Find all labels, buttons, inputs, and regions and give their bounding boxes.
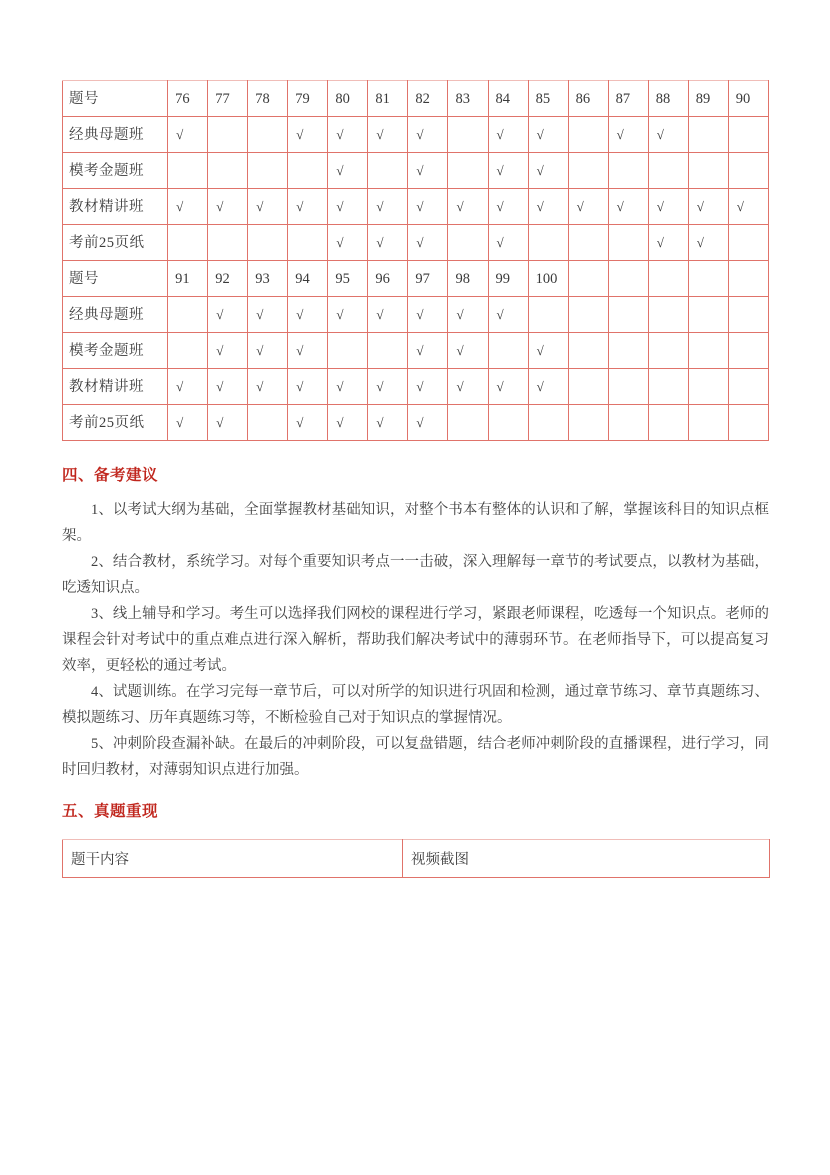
section-heading-real-questions: 五、真题重现 (62, 803, 159, 820)
row-label: 考前25页纸 (63, 405, 168, 441)
check-mark-cell: √ (248, 369, 288, 405)
empty-cell (168, 297, 208, 333)
spacer (62, 485, 769, 497)
advice-paragraph-3: 3、线上辅导和学习。考生可以选择我们网校的课程进行学习，紧跟老师课程，吃透每一个知识点。老师的课程会针对考试中的重点难点进行深入解析，帮助我们解决考试中的薄弱环节。在老师指导下，可以提高复习效率，更轻松的通过考试。 (62, 606, 769, 674)
check-mark-cell: √ (248, 189, 288, 225)
empty-cell (648, 333, 688, 369)
empty-cell (728, 369, 768, 405)
check-mark-cell: √ (288, 369, 328, 405)
check-mark-cell: √ (728, 189, 768, 225)
table-row-header-1 (63, 81, 769, 117)
empty-cell (728, 225, 768, 261)
check-mark-cell: √ (408, 333, 448, 369)
empty-cell (688, 297, 728, 333)
spacer (62, 821, 769, 839)
check-mark-cell: √ (168, 405, 208, 441)
check-mark-cell: √ (488, 117, 528, 153)
row-label: 模考金题班 (63, 333, 168, 369)
real-question-table (62, 839, 770, 878)
spacer (62, 441, 769, 463)
empty-cell (648, 297, 688, 333)
check-mark-cell: √ (528, 333, 568, 369)
check-mark-cell: √ (368, 405, 408, 441)
empty-cell (368, 333, 408, 369)
check-mark-cell: √ (328, 405, 368, 441)
empty-cell (648, 405, 688, 441)
empty-cell (728, 153, 768, 189)
check-mark-cell: √ (168, 117, 208, 153)
question-coverage-table (62, 80, 769, 441)
check-mark-cell: √ (688, 189, 728, 225)
empty-cell (168, 225, 208, 261)
page-content (62, 80, 769, 878)
check-mark-cell: √ (448, 333, 488, 369)
col-header-cell (728, 261, 768, 297)
spacer (62, 783, 769, 799)
empty-cell (448, 153, 488, 189)
check-mark-cell: √ (368, 117, 408, 153)
check-mark-cell: √ (248, 333, 288, 369)
empty-cell (528, 225, 568, 261)
coverage-table-body (63, 81, 769, 441)
table-row (63, 297, 769, 333)
col-header-cell: 87 (608, 81, 648, 117)
empty-cell (568, 117, 608, 153)
check-mark-cell: √ (408, 117, 448, 153)
check-mark-cell: √ (368, 189, 408, 225)
empty-cell (208, 153, 248, 189)
check-mark-cell: √ (288, 189, 328, 225)
table-row (63, 333, 769, 369)
check-mark-cell: √ (528, 189, 568, 225)
col-header-cell: 76 (168, 81, 208, 117)
table-row (63, 153, 769, 189)
empty-cell (208, 117, 248, 153)
table-row (63, 117, 769, 153)
row-label: 教材精讲班 (63, 189, 168, 225)
col-header-cell: 92 (208, 261, 248, 297)
col-header-cell (568, 261, 608, 297)
empty-cell (248, 225, 288, 261)
empty-cell (728, 297, 768, 333)
check-mark-cell: √ (328, 153, 368, 189)
col-header-cell: 84 (488, 81, 528, 117)
check-mark-cell: √ (208, 405, 248, 441)
empty-cell (688, 405, 728, 441)
col-header-cell: 96 (368, 261, 408, 297)
col-header-cell: 94 (288, 261, 328, 297)
check-mark-cell: √ (528, 369, 568, 405)
check-mark-cell: √ (368, 297, 408, 333)
check-mark-cell: √ (288, 297, 328, 333)
col-header-cell: 98 (448, 261, 488, 297)
col-header-cell (648, 261, 688, 297)
check-mark-cell: √ (168, 189, 208, 225)
empty-cell (648, 369, 688, 405)
real-question-table-body (63, 840, 770, 878)
empty-cell (688, 333, 728, 369)
row-label: 考前25页纸 (63, 225, 168, 261)
table-row (63, 189, 769, 225)
check-mark-cell: √ (568, 189, 608, 225)
empty-cell (288, 153, 328, 189)
empty-cell (288, 225, 328, 261)
check-mark-cell: √ (488, 369, 528, 405)
empty-cell (728, 117, 768, 153)
check-mark-cell: √ (488, 153, 528, 189)
empty-cell (568, 225, 608, 261)
col-header-cell: 78 (248, 81, 288, 117)
check-mark-cell: √ (648, 117, 688, 153)
empty-cell (608, 225, 648, 261)
col-header-cell: 77 (208, 81, 248, 117)
row-label: 教材精讲班 (63, 369, 168, 405)
check-mark-cell: √ (408, 225, 448, 261)
row-label-question-number-1: 题号 (63, 81, 168, 117)
check-mark-cell: √ (448, 297, 488, 333)
empty-cell (568, 153, 608, 189)
empty-cell (608, 153, 648, 189)
row-label: 经典母题班 (63, 297, 168, 333)
empty-cell (608, 369, 648, 405)
empty-cell (488, 405, 528, 441)
empty-cell (688, 369, 728, 405)
advice-paragraph-1: 1、以考试大纲为基础，全面掌握教材基础知识，对整个书本有整体的认识和了解，掌握该科目的知识点框架。 (62, 502, 769, 544)
check-mark-cell: √ (168, 369, 208, 405)
empty-cell (568, 297, 608, 333)
check-mark-cell: √ (248, 297, 288, 333)
section-heading-exam-advice: 四、备考建议 (62, 467, 159, 484)
col-header-cell: 99 (488, 261, 528, 297)
col-header-cell: 100 (528, 261, 568, 297)
col-header-cell (688, 261, 728, 297)
empty-cell (728, 333, 768, 369)
check-mark-cell: √ (488, 189, 528, 225)
check-mark-cell: √ (208, 369, 248, 405)
col-header-cell: 90 (728, 81, 768, 117)
table-row (63, 369, 769, 405)
check-mark-cell: √ (208, 189, 248, 225)
col-header-cell (608, 261, 648, 297)
empty-cell (568, 405, 608, 441)
table-row (63, 840, 770, 878)
row-label: 经典母题班 (63, 117, 168, 153)
empty-cell (608, 297, 648, 333)
empty-cell (688, 117, 728, 153)
check-mark-cell: √ (528, 153, 568, 189)
empty-cell (448, 117, 488, 153)
empty-cell (168, 153, 208, 189)
col-header-cell: 80 (328, 81, 368, 117)
check-mark-cell: √ (288, 117, 328, 153)
empty-cell (608, 405, 648, 441)
col-header-cell: 86 (568, 81, 608, 117)
col-header-cell: 81 (368, 81, 408, 117)
empty-cell (368, 153, 408, 189)
video-screenshot-header: 视频截图 (403, 840, 770, 878)
empty-cell (648, 153, 688, 189)
table-row (63, 405, 769, 441)
check-mark-cell: √ (408, 369, 448, 405)
check-mark-cell: √ (608, 117, 648, 153)
empty-cell (528, 297, 568, 333)
empty-cell (608, 333, 648, 369)
empty-cell (568, 333, 608, 369)
empty-cell (248, 153, 288, 189)
row-label-question-number-2: 题号 (63, 261, 168, 297)
check-mark-cell: √ (408, 297, 448, 333)
check-mark-cell: √ (408, 405, 448, 441)
check-mark-cell: √ (368, 369, 408, 405)
check-mark-cell: √ (688, 225, 728, 261)
col-header-cell: 83 (448, 81, 488, 117)
advice-paragraph-2: 2、结合教材，系统学习。对每个重要知识考点一一击破，深入理解每一章节的考试要点，以教材为基础，吃透知识点。 (62, 554, 769, 596)
col-header-cell: 93 (248, 261, 288, 297)
col-header-cell: 82 (408, 81, 448, 117)
empty-cell (448, 225, 488, 261)
check-mark-cell: √ (328, 225, 368, 261)
question-stem-header: 题干内容 (63, 840, 403, 878)
empty-cell (248, 405, 288, 441)
check-mark-cell: √ (288, 405, 328, 441)
check-mark-cell: √ (328, 369, 368, 405)
empty-cell (568, 369, 608, 405)
empty-cell (248, 117, 288, 153)
col-header-cell: 95 (328, 261, 368, 297)
advice-paragraph-5: 5、冲刺阶段查漏补缺。在最后的冲刺阶段，可以复盘错题，结合老师冲刺阶段的直播课程，进行学习，同时回归教材，对薄弱知识点进行加强。 (62, 736, 769, 778)
empty-cell (528, 405, 568, 441)
check-mark-cell: √ (328, 117, 368, 153)
col-header-cell: 88 (648, 81, 688, 117)
check-mark-cell: √ (408, 189, 448, 225)
check-mark-cell: √ (648, 189, 688, 225)
empty-cell (208, 225, 248, 261)
empty-cell (448, 405, 488, 441)
check-mark-cell: √ (448, 189, 488, 225)
advice-paragraph-4: 4、试题训练。在学习完每一章节后，可以对所学的知识进行巩固和检测，通过章节练习、章节真题练习、模拟题练习、历年真题练习等，不断检验自己对于知识点的掌握情况。 (62, 684, 769, 726)
check-mark-cell: √ (608, 189, 648, 225)
check-mark-cell: √ (488, 225, 528, 261)
check-mark-cell: √ (288, 333, 328, 369)
check-mark-cell: √ (448, 369, 488, 405)
col-header-cell: 97 (408, 261, 448, 297)
check-mark-cell: √ (328, 189, 368, 225)
empty-cell (688, 153, 728, 189)
empty-cell (328, 333, 368, 369)
check-mark-cell: √ (408, 153, 448, 189)
check-mark-cell: √ (368, 225, 408, 261)
check-mark-cell: √ (488, 297, 528, 333)
table-row-header-2 (63, 261, 769, 297)
check-mark-cell: √ (328, 297, 368, 333)
check-mark-cell: √ (648, 225, 688, 261)
check-mark-cell: √ (528, 117, 568, 153)
table-row (63, 225, 769, 261)
row-label: 模考金题班 (63, 153, 168, 189)
check-mark-cell: √ (208, 333, 248, 369)
col-header-cell: 89 (688, 81, 728, 117)
col-header-cell: 91 (168, 261, 208, 297)
check-mark-cell: √ (208, 297, 248, 333)
col-header-cell: 79 (288, 81, 328, 117)
col-header-cell: 85 (528, 81, 568, 117)
empty-cell (488, 333, 528, 369)
empty-cell (728, 405, 768, 441)
empty-cell (168, 333, 208, 369)
